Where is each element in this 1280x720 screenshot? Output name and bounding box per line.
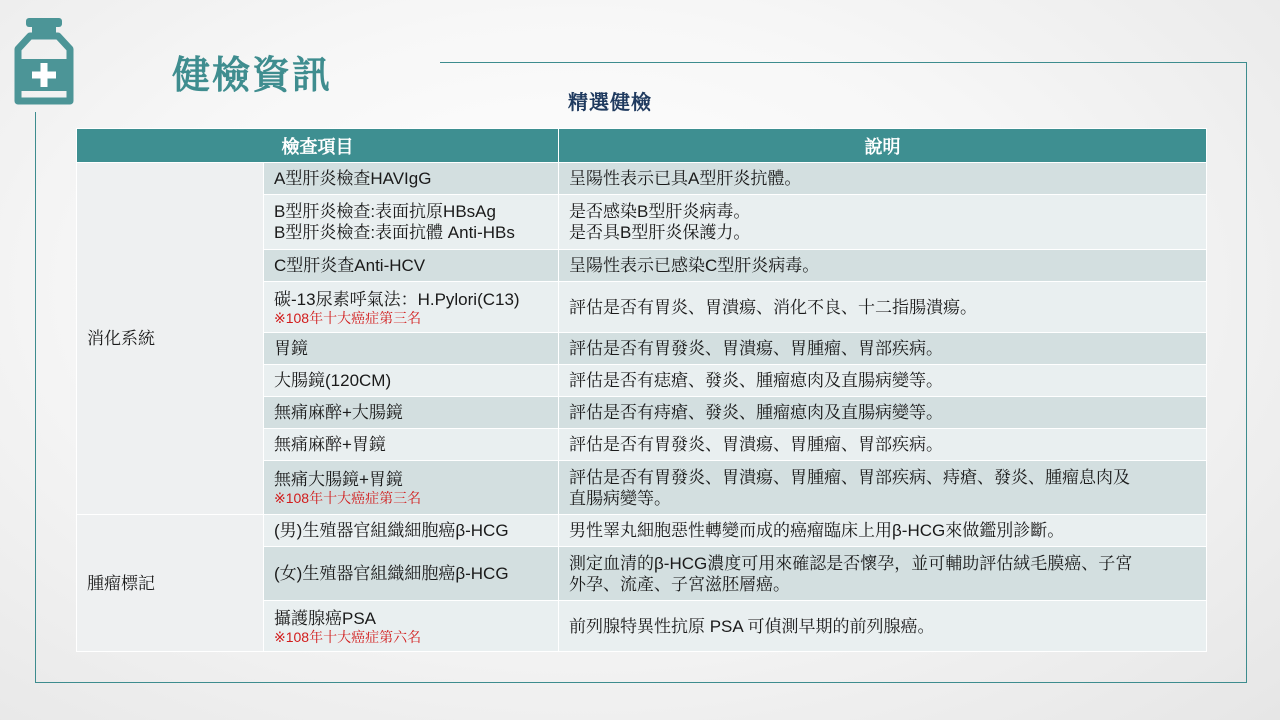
cancer-rank-note: ※108年十大癌症第六名 — [274, 628, 422, 645]
medicine-bottle-icon — [10, 15, 78, 107]
exam-item: 無痛大腸鏡+胃鏡 ※108年十大癌症第三名 — [264, 461, 559, 515]
exam-description: 評估是否有胃炎、胃潰瘍、消化不良、十二指腸潰瘍。 — [559, 282, 1207, 333]
table-row — [77, 163, 1207, 195]
exam-item: C型肝炎查Anti-HCV — [264, 250, 559, 282]
exam-item: 大腸鏡(120CM) — [264, 365, 559, 397]
exam-description: 評估是否有胃發炎、胃潰瘍、胃腫瘤、胃部疾病。 — [559, 429, 1207, 461]
cancer-rank-note: ※108年十大癌症第三名 — [274, 490, 422, 506]
exam-item: (男)生殖器官組織細胞癌β-HCG — [264, 515, 559, 547]
exam-description: 評估是否有胃發炎、胃潰瘍、胃腫瘤、胃部疾病。 — [559, 333, 1207, 365]
exam-item: 攝護腺癌PSA ※108年十大癌症第六名 — [264, 601, 559, 652]
exam-item: B型肝炎檢查:表面抗原HBsAg B型肝炎檢查:表面抗體 Anti-HBs — [264, 195, 559, 250]
exam-item: A型肝炎檢查HAVIgG — [264, 163, 559, 195]
exam-item: (女)生殖器官組織細胞癌β-HCG — [264, 547, 559, 601]
exam-description: 評估是否有痣瘡、發炎、腫瘤瘜肉及直腸病變等。 — [559, 365, 1207, 397]
column-header-description: 說明 — [559, 129, 1207, 163]
exam-description: 呈陽性表示已感染C型肝炎病毒。 — [559, 250, 1207, 282]
category-tumor-markers: 腫瘤標記 — [77, 515, 264, 652]
page-subtitle: 精選健檢 — [568, 92, 652, 114]
exam-description: 測定血清的β-HCG濃度可用來確認是否懷孕，並可輔助評估絨毛膜癌、子宮 外孕、流產、子宮滋胚層癌。 — [559, 547, 1207, 601]
table-header-row — [77, 129, 1207, 163]
exam-description: 前列腺特異性抗原 PSA 可偵測早期的前列腺癌。 — [559, 601, 1207, 652]
exam-item: 無痛麻醉+胃鏡 — [264, 429, 559, 461]
exam-description: 呈陽性表示已具A型肝炎抗體。 — [559, 163, 1207, 195]
health-exam-table — [76, 128, 1207, 652]
frame-line-bottom — [35, 682, 1247, 683]
table-row — [77, 515, 1207, 547]
exam-description: 是否感染B型肝炎病毒。 是否具B型肝炎保護力。 — [559, 195, 1207, 250]
page-title: 健檢資訊 — [172, 55, 333, 97]
exam-item: 胃鏡 — [264, 333, 559, 365]
category-digestive: 消化系統 — [77, 163, 264, 515]
frame-line-left — [35, 112, 36, 683]
frame-line-top — [440, 62, 1247, 63]
exam-description: 評估是否有胃發炎、胃潰瘍、胃腫瘤、胃部疾病、痔瘡、發炎、腫瘤息肉及 直腸病變等。 — [559, 461, 1207, 515]
cancer-rank-note: ※108年十大癌症第三名 — [274, 309, 422, 326]
column-header-item: 檢查項目 — [77, 129, 559, 163]
exam-description: 男性睪丸細胞惡性轉變而成的癌瘤臨床上用β-HCG來做鑑別診斷。 — [559, 515, 1207, 547]
exam-description: 評估是否有痔瘡、發炎、腫瘤瘜肉及直腸病變等。 — [559, 397, 1207, 429]
exam-item: 碳-13尿素呼氣法：H.Pylori(C13) ※108年十大癌症第三名 — [264, 282, 559, 333]
exam-item: 無痛麻醉+大腸鏡 — [264, 397, 559, 429]
frame-line-right — [1246, 62, 1247, 683]
